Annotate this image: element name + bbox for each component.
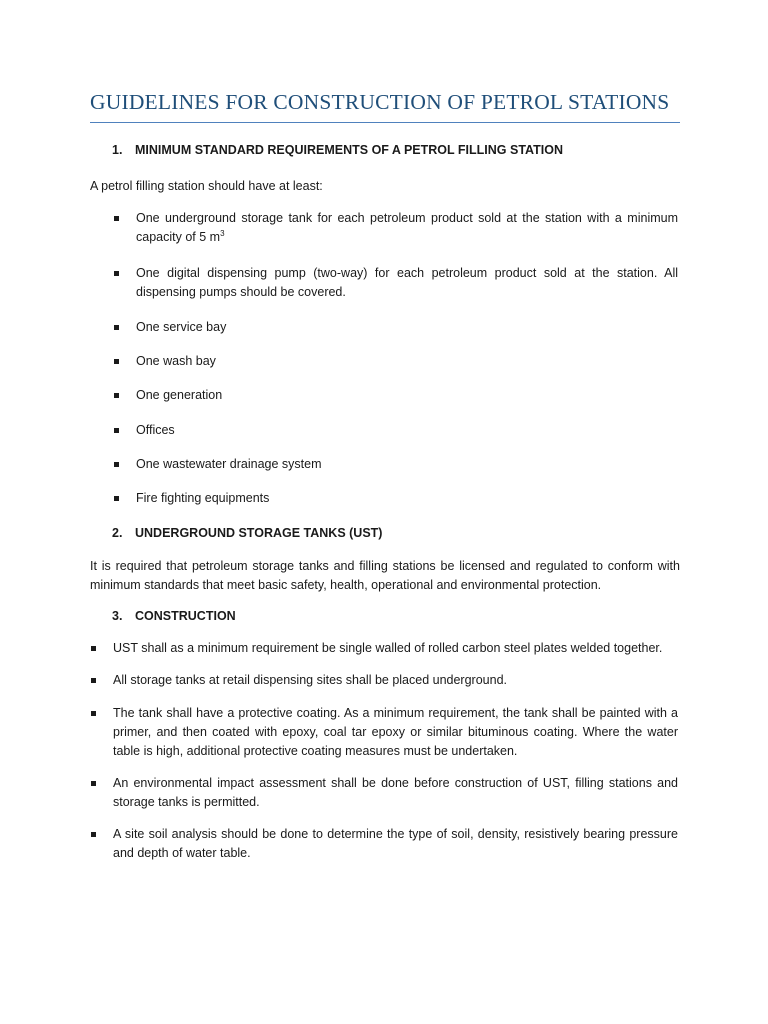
bullet-square-icon bbox=[114, 462, 119, 467]
list-item: The tank shall have a protective coating. As a minimum requirement, the tank shall be painted with a primer, and then coated with epoxy, coal tar epoxy or similar bituminous coating. Where the water table is high, additional protective coating measures must be undertaken. bbox=[113, 704, 678, 761]
list-item: One digital dispensing pump (two-way) for each petroleum product sold at the station. All dispensing pumps should be covered. bbox=[136, 264, 678, 302]
section-2-paragraph: It is required that petroleum storage tanks and filling stations be licensed and regulated to conform with minimum standards that meet basic safety, health, operational and environmental protection. bbox=[90, 559, 680, 592]
list-item: One underground storage tank for each petroleum product sold at the station with a minimum capacity of 5 $m^3$ bbox=[136, 209, 678, 247]
list-item: Offices bbox=[136, 421, 678, 440]
document-title: GUIDELINES FOR CONSTRUCTION OF PETROL STATIONS bbox=[90, 90, 670, 114]
bullet-square-icon bbox=[114, 496, 119, 501]
section-2-heading bbox=[112, 526, 382, 540]
section-2-number: 2. bbox=[112, 526, 123, 540]
list-item: A site soil analysis should be done to determine the type of soil, density, resistively bearing pressure and depth of water table. bbox=[113, 825, 678, 863]
section-3-title: CONSTRUCTION bbox=[135, 609, 236, 623]
section-3-number: 3. bbox=[112, 609, 123, 623]
bullet-square-icon bbox=[91, 832, 96, 837]
section-1-intro: A petrol filling station should have at least: bbox=[90, 179, 323, 193]
section-2-title: UNDERGROUND STORAGE TANKS (UST) bbox=[135, 526, 383, 540]
bullet-square-icon bbox=[114, 271, 119, 276]
bullet-square-icon bbox=[91, 646, 96, 651]
list-item: One generation bbox=[136, 386, 678, 405]
section-1-number: 1. bbox=[112, 143, 123, 157]
bullet-square-icon bbox=[114, 359, 119, 364]
bullet-square-icon bbox=[91, 781, 96, 786]
superscript: 3 bbox=[220, 228, 225, 238]
list-item: All storage tanks at retail dispensing sites shall be placed underground. bbox=[113, 671, 678, 690]
list-item: One service bay bbox=[136, 318, 678, 337]
section-3-heading bbox=[112, 609, 236, 623]
bullet-square-icon bbox=[114, 325, 119, 330]
bullet-square-icon bbox=[114, 393, 119, 398]
list-item: One wash bay bbox=[136, 352, 678, 371]
list-item: UST shall as a minimum requirement be single walled of rolled carbon steel plates welded together. bbox=[113, 639, 678, 658]
list-item: Fire fighting equipments bbox=[136, 489, 678, 508]
bullet-square-icon bbox=[91, 678, 96, 683]
bullet-square-icon bbox=[91, 711, 96, 716]
bullet-square-icon bbox=[114, 216, 119, 221]
bullet-square-icon bbox=[114, 428, 119, 433]
section-1-heading bbox=[112, 143, 563, 157]
list-item: An environmental impact assessment shall be done before construction of UST, filling stations and storage tanks is permitted. bbox=[113, 774, 678, 812]
section-1-title: MINIMUM STANDARD REQUIREMENTS OF A PETROL FILLING STATION bbox=[135, 143, 563, 157]
title-underline bbox=[90, 122, 680, 123]
list-item: One wastewater drainage system bbox=[136, 455, 678, 474]
